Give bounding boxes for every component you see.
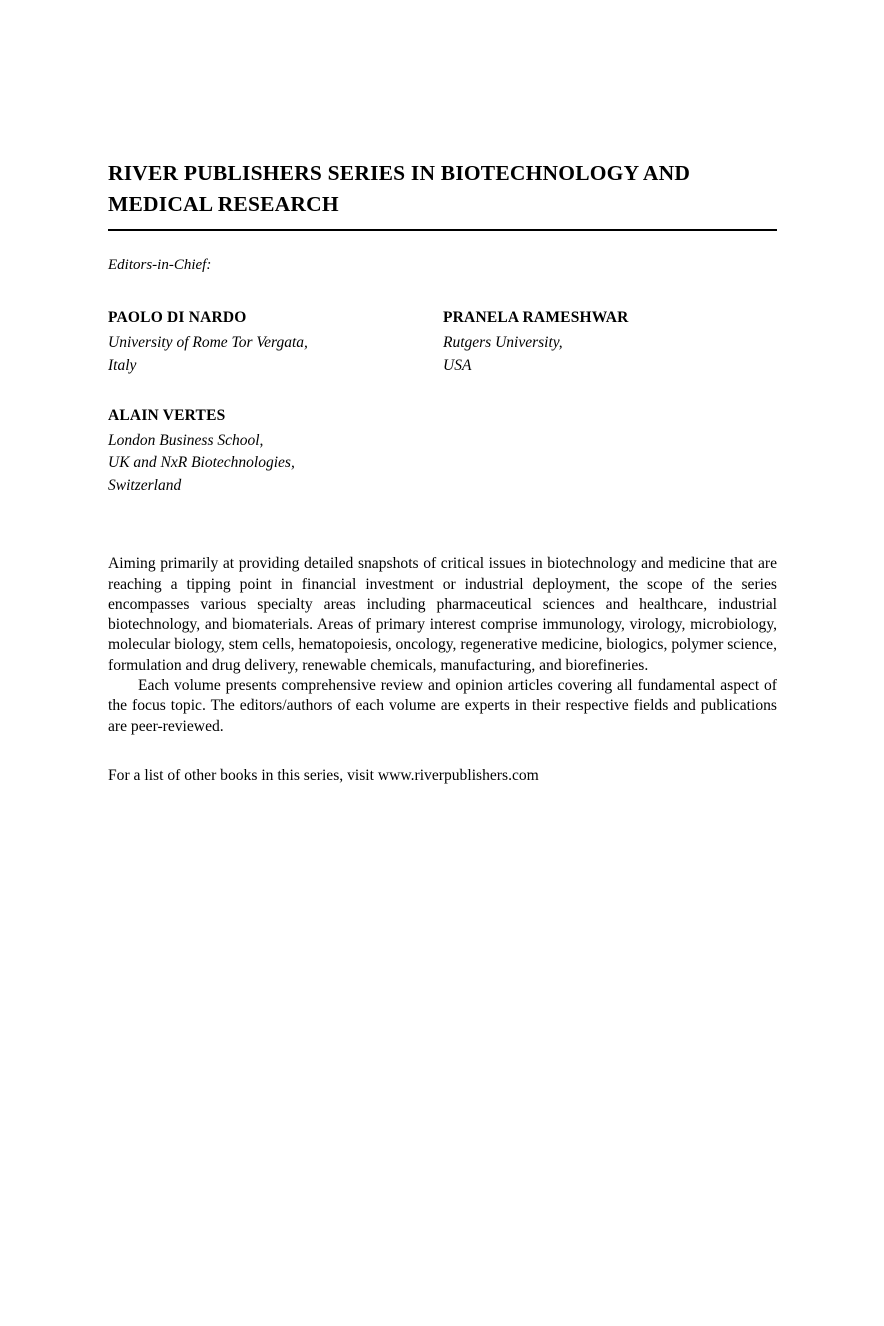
volume-description-paragraph: Each volume presents comprehensive review and opinion articles covering all fundamental aspect of the focus topic. The editors/authors of each volume are experts in their respective fields and publications are peer-reviewed. [108,676,777,735]
editor-name: PAOLO DI NARDO [108,309,247,327]
editor-affiliation-line: UK and NxR Biotechnologies, [108,454,295,472]
series-description-paragraph: Aiming primarily at providing detailed snapshots of critical issues in biotechnology and medicine that are reaching a tipping point in financial investment or industrial deployment, the scope of the series encompasses various specialty areas including pharmaceutical sciences and healthcare, industrial biotechnology, and biomaterials. Areas of primary interest comprise immunology, virology, microbiology, molecular biology, stem cells, hematopoiesis, oncology, regenerative medicine, biologics, polymer science, formulation and drug delivery, renewable chemicals, manufacturing, and biorefineries. [108,555,777,674]
page-content [108,158,777,785]
editor-block-paolo-di-nardo [108,309,443,377]
series-title: RIVER PUBLISHERS SERIES IN BIOTECHNOLOGY AND MEDICAL RESEARCH [108,161,691,216]
series-website-note-text: For a list of other books in this series, visit [108,766,378,784]
editor-affiliation-line: Italy [108,356,137,374]
editor-name: ALAIN VERTES [108,406,226,424]
editor-block-pranela-rameshwar [443,309,777,377]
editors-in-chief-label: Editors-in-Chief: [108,257,212,274]
publisher-website-url: www.riverpublishers.com [377,766,539,784]
editor-name: PRANELA RAMESHWAR [443,309,629,327]
editor-affiliation-line: University of Rome Tor Vergata, [108,334,308,352]
series-description [108,554,777,736]
series-website-note [108,767,777,785]
editor-affiliation-line: USA [443,356,472,374]
editor-affiliation-line: London Business School, [108,431,264,449]
editor-block-alain-vertes [108,407,443,497]
editor-affiliation-line: Switzerland [108,476,182,494]
editors-grid [108,309,777,497]
title-rule [108,229,777,231]
editor-affiliation-line: Rutgers University, [443,334,563,352]
